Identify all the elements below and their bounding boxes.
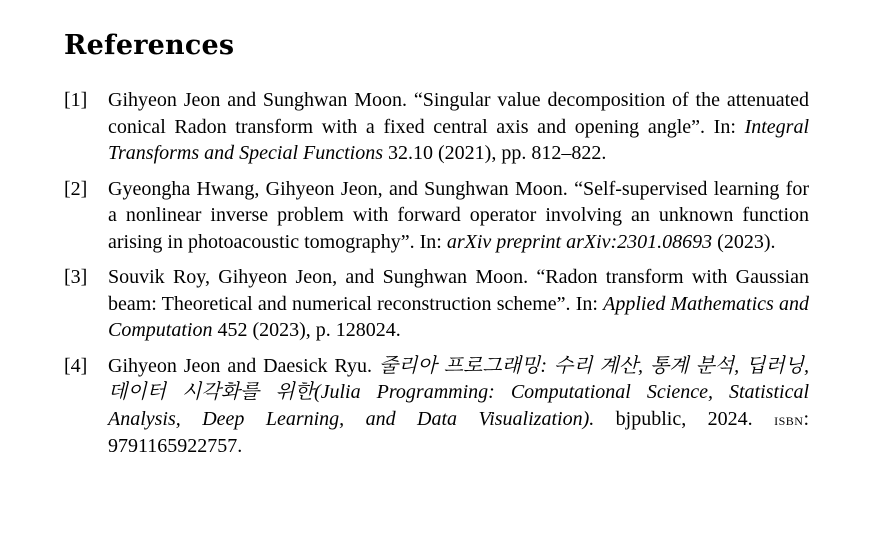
reference-authors: Gihyeon Jeon and Sunghwan Moon.	[108, 89, 414, 111]
reference-venue: Applied Mathematics and Computation	[108, 292, 809, 341]
reference-list	[64, 87, 809, 469]
reference-venue: Integral Transforms and Special Functions	[108, 115, 809, 164]
reference-title: “Radon transform with Gaussian beam: Theoretical and numerical reconstruction scheme”. In:	[108, 266, 809, 315]
isbn-value: : 9791165922757.	[108, 407, 809, 457]
reference-details: 32.10 (2021), pp. 812–822.	[383, 142, 607, 164]
reference-number: [3]	[64, 266, 88, 288]
reference-text	[108, 264, 809, 344]
reference-item-1	[64, 87, 809, 167]
section-title: References	[64, 30, 235, 61]
reference-number: [1]	[64, 89, 88, 111]
reference-number: [2]	[64, 177, 88, 200]
reference-details: 452 (2023), p. 128024.	[212, 319, 401, 341]
reference-number: [4]	[64, 354, 88, 377]
reference-text	[108, 87, 809, 167]
reference-item-4	[64, 353, 809, 460]
reference-publisher: bjpublic, 2024.	[594, 407, 775, 430]
reference-authors: Souvik Roy, Gihyeon Jeon, and Sunghwan Moon.	[108, 266, 537, 288]
reference-details: (2023).	[712, 230, 776, 253]
reference-title: “Singular value decomposition of the attenuated conical Radon transform with a fixed central axis and opening angle”. In:	[108, 89, 810, 138]
reference-item-2	[64, 176, 809, 256]
reference-venue: arXiv preprint arXiv:2301.08693	[446, 230, 713, 253]
reference-authors: Gyeongha Hwang, Gihyeon Jeon, and Sunghwan Moon.	[108, 177, 575, 200]
reference-item-3	[64, 264, 809, 344]
isbn-label: isbn	[774, 409, 804, 429]
reference-venue: 줄리아 프로그래밍: 수리 계산, 통계 분석, 딥러닝, 데이터 시각화를 위한(Julia Programming: Computational Science, Statistical Analysis, Deep Learning, and Data Visualization).	[108, 354, 809, 430]
reference-text	[108, 353, 809, 460]
reference-title: “Self-supervised learning for a nonlinear inverse problem with forward operator involving an unknown function arising in photoacoustic tomography”. In:	[108, 177, 810, 253]
reference-text	[108, 176, 809, 256]
reference-authors: Gihyeon Jeon and Daesick Ryu.	[108, 354, 379, 377]
